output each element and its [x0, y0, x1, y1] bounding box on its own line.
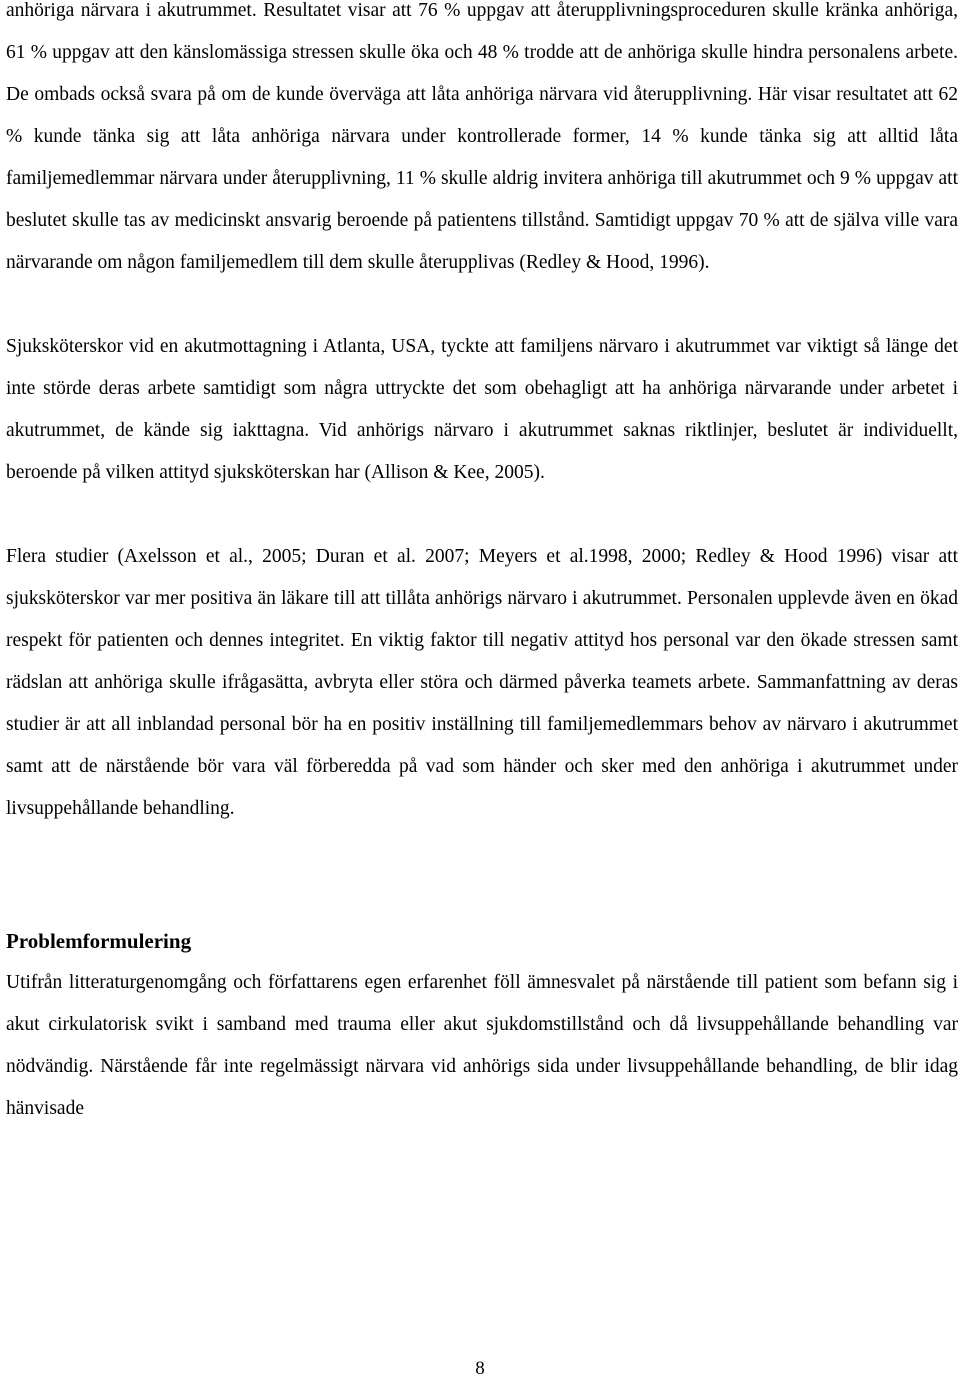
paragraph-survey-results: anhöriga närvara i akutrummet. Resultatet visar att 76 % uppgav att återupplivningsproceduren skulle kränka anhöriga, 61 % uppgav att den känslomässiga stressen skulle öka och 48 % trodde att de anhöriga skulle hindra personalens arbete. De ombads också svara på om de kunde överväga att låta anhöriga närvara vid återupplivning. Här visar resultatet att 62 % kunde tänka sig att låta anhöriga närvara under kontrollerade former, 14 % kunde tänka sig att alltid låta familjemedlemmar närvara under återupplivning, 11 % skulle aldrig invitera anhöriga till akutrummet och 9 % uppgav att beslutet skulle tas av medicinskt ansvarig beroende på patientens tillstånd. Samtidigt uppgav 70 % att de själva ville vara närvarande om någon familjemedlem till dem skulle återupplivas (Redley & Hood, 1996). [6, 0, 958, 273]
page-number: 8 [475, 1358, 485, 1379]
paragraph-problem-statement: Utifrån litteraturgenomgång och författarens egen erfarenhet föll ämnesvalet på närstående till patient som befann sig i akut cirkulatorisk svikt i samband med trauma eller akut sjukdomstillstånd och då livsuppehållande behandling var nödvändig. Närstående får inte regelmässigt närvara vid anhörigs sida under livsuppehållande behandling, de blir idag hänvisade [6, 972, 958, 1119]
paragraph-spacer [6, 494, 958, 536]
section-spacer [6, 830, 958, 914]
paragraph-multiple-studies: Flera studier (Axelsson et al., 2005; Duran et al. 2007; Meyers et al.1998, 2000; Redley & Hood 1996) visar att sjuksköterskor var mer positiva än läkare till att tillåta anhörigs närvaro i akutrummet. Personalen upplevde även en ökad respekt för patienten och dennes integritet. En viktig faktor till negativ attityd hos personal var den ökade stressen samt rädslan att anhöriga skulle ifrågasätta, avbryta eller störa och därmed påverka teamets arbete. Sammanfattning av deras studier är att all inblandad personal bör ha en positiv inställning till familjemedlemmars behov av närvaro i akutrummet samt att de närstående bör vara väl förberedda på vad som händer och sker med den anhöriga i akutrummet under livsuppehållande behandling. [6, 546, 958, 819]
document-page [6, 0, 958, 1130]
paragraph-atlanta-nurses: Sjuksköterskor vid en akutmottagning i Atlanta, USA, tyckte att familjens närvaro i akutrummet var viktigt så länge det inte störde deras arbete samtidigt som några uttryckte det som obehagligt att ha anhöriga närvarande under arbetet i akutrummet, de kände sig iakttagna. Vid anhörigs närvaro i akutrummet saknas riktlinjer, beslutet är individuellt, beroende på vilken attityd sjuksköterskan har (Allison & Kee, 2005). [6, 336, 958, 483]
section-heading: Problemformulering [6, 929, 192, 953]
paragraph-spacer [6, 284, 958, 326]
